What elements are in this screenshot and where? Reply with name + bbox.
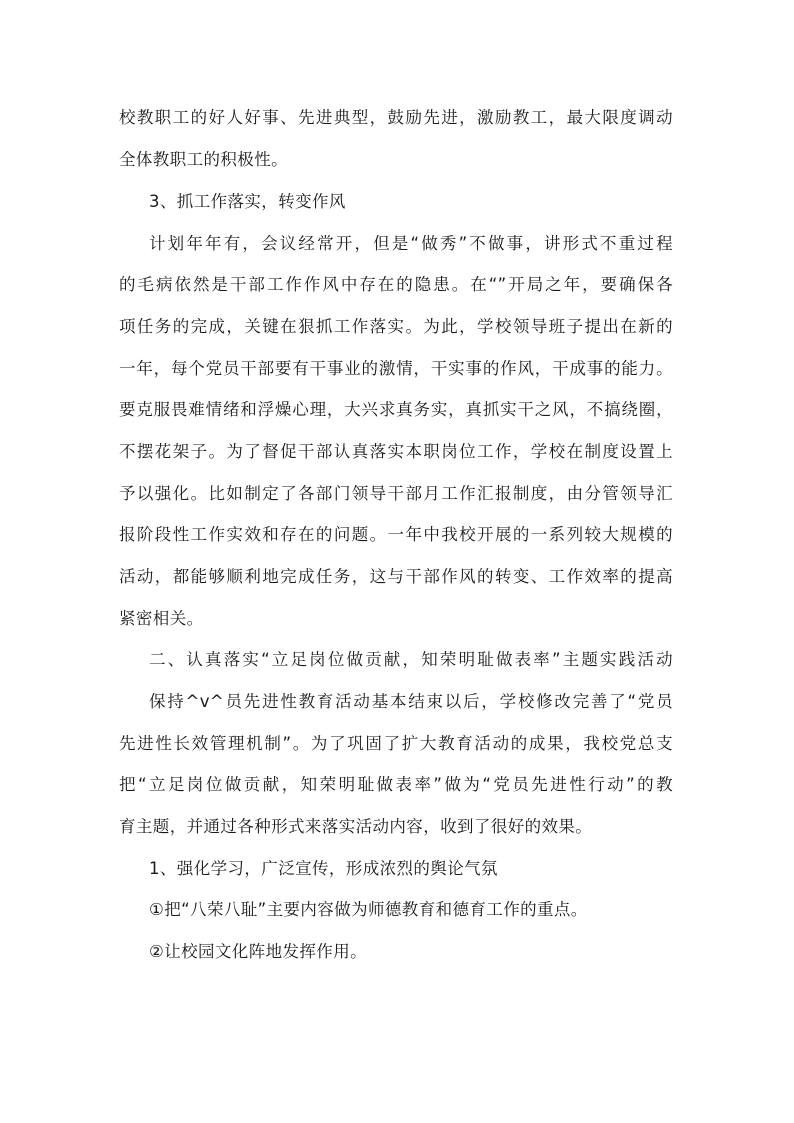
paragraph-line: 校教职工的好人好事、先进典型，鼓励先进，激励教工，最大限度调动	[119, 108, 673, 127]
paragraph-line: 不摆花架子。为了督促干部认真落实本职岗位工作，学校在制度设置上	[119, 442, 673, 461]
section-heading: 1、强化学习，广泛宣传，形成浓烈的舆论气氛	[149, 859, 498, 878]
paragraph-line: 保持^v^员先进性教育活动基本结束以后，学校修改完善了“党员	[149, 692, 673, 711]
paragraph-line: 予以强化。比如制定了各部门领导干部月工作汇报制度，由分管领导汇	[119, 484, 673, 503]
paragraph-line: 全体教职工的积极性。	[119, 150, 288, 169]
section-heading: 3、抓工作落实，转变作风	[149, 192, 346, 211]
paragraph-line: 报阶段性工作实效和存在的问题。一年中我校开展的一系列较大规模的	[119, 525, 673, 544]
paragraph-line: 紧密相关。	[119, 609, 204, 628]
paragraph-line: 计划年年有，会议经常开，但是“做秀”不做事，讲形式不重过程	[149, 234, 673, 253]
paragraph-line: 把“立足岗位做贡献，知荣明耻做表率”做为“党员先进性行动”的教	[119, 775, 673, 794]
paragraph-line: 一年，每个党员干部要有干事业的激情，干实事的作风，干成事的能力。	[119, 359, 673, 378]
section-heading: 二、认真落实“立足岗位做贡献，知荣明耻做表率”主题实践活动	[149, 650, 673, 669]
paragraph-line: 要克服畏难情绪和浮燥心理，大兴求真务实，真抓实干之风，不搞绕圈，	[119, 400, 673, 419]
paragraph-line: 先进性长效管理机制”。为了巩固了扩大教育活动的成果，我校党总支	[119, 734, 673, 753]
paragraph-line: 育主题，并通过各种形式来落实活动内容，收到了很好的效果。	[119, 817, 593, 836]
paragraph-line: 活动，都能够顺利地完成任务，这与干部作风的转变、工作效率的提高	[119, 567, 673, 586]
paragraph-line: 项任务的完成，关键在狠抓工作落实。为此，学校领导班子提出在新的	[119, 317, 673, 336]
list-item: ②让校园文化阵地发挥作用。	[149, 942, 367, 961]
paragraph-line: 的毛病依然是干部工作作风中存在的隐患。在“”开局之年，要确保各	[119, 275, 673, 294]
list-item: ①把“八荣八耻”主要内容做为师德教育和德育工作的重点。	[149, 900, 588, 919]
